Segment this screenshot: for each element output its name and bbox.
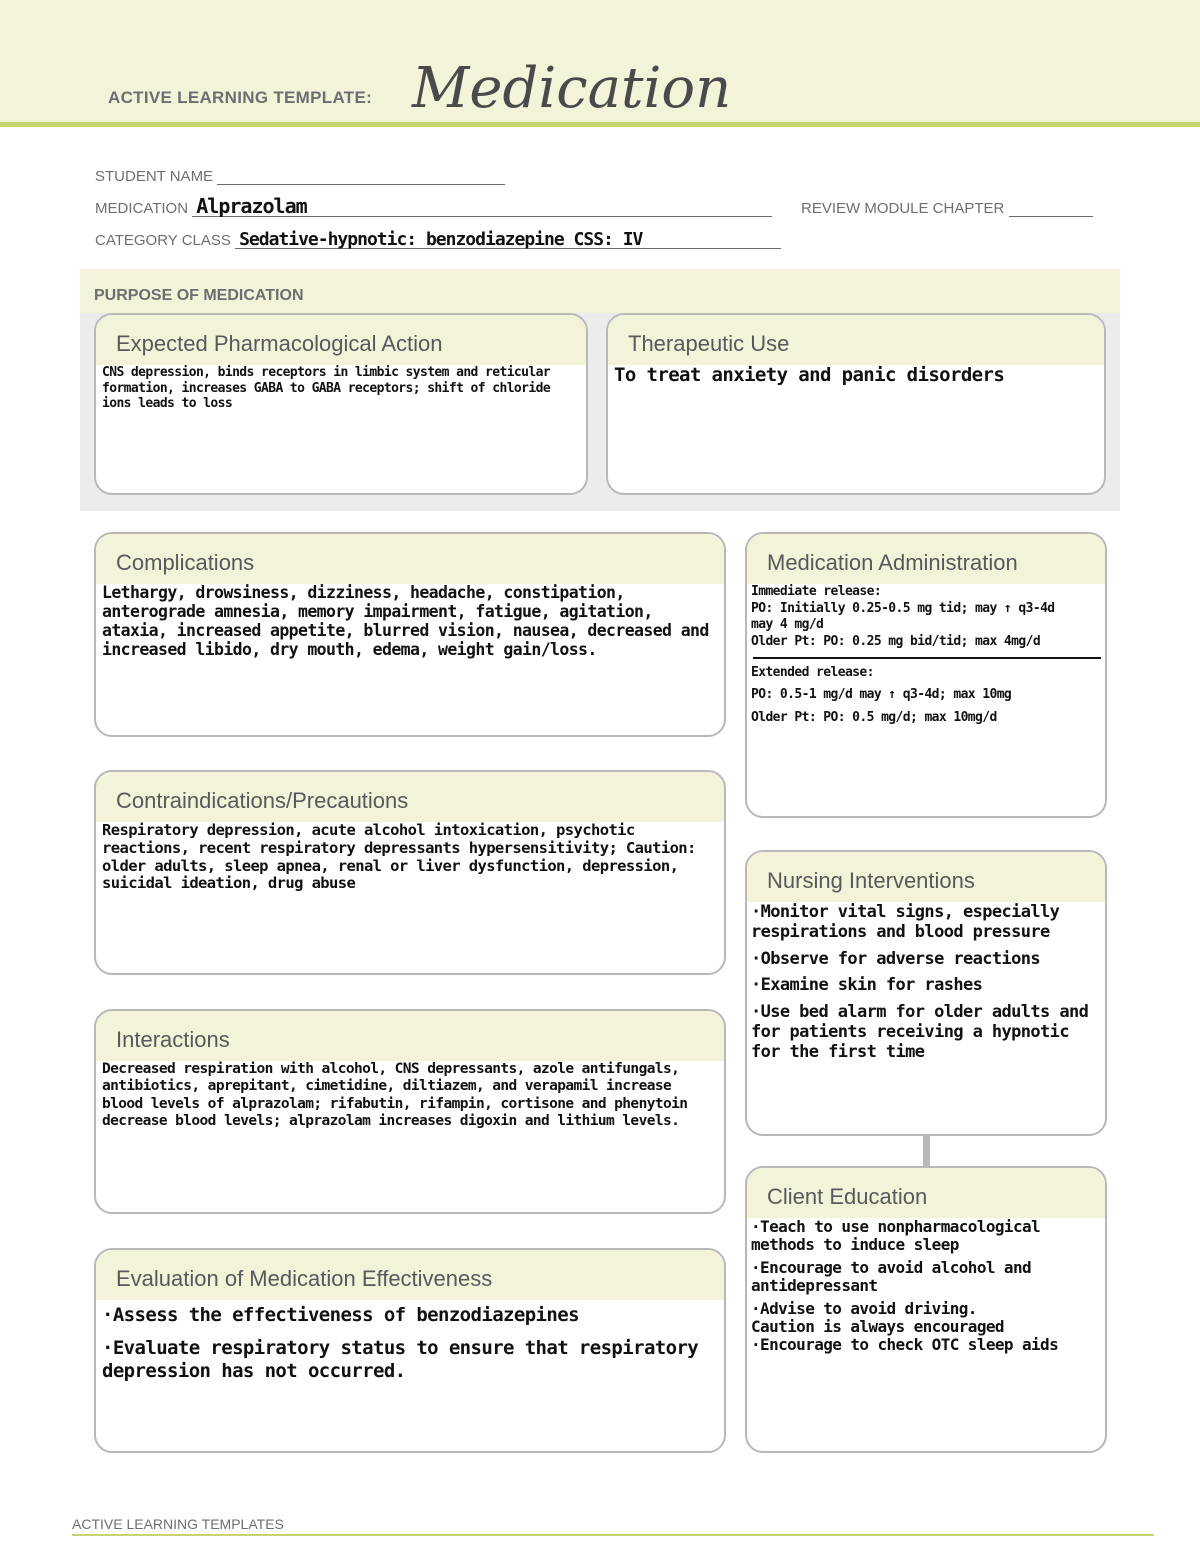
complications-text[interactable]: Lethargy, drowsiness, dizziness, headache, constipation, anterograde amnesia, memory impairment, fatigue, agitation, ataxia, increased appetite, blurred vision, nausea, decreased and increased libido, dry mouth, edema, weight gain/loss.	[102, 583, 709, 659]
evaluation-title: Evaluation of Medication Effectiveness	[96, 1250, 724, 1300]
client-education-list[interactable]	[747, 1218, 1105, 1355]
expected-action-title: Expected Pharmacological Action	[96, 315, 586, 365]
list-item: ·Encourage to avoid alcohol and antidepressant	[751, 1257, 1032, 1296]
student-name-label: STUDENT NAME	[95, 168, 214, 185]
list-item: ·Encourage to check OTC sleep aids	[751, 1335, 1059, 1355]
interactions-text[interactable]: Decreased respiration with alcohol, CNS depressants, azole antifungals, antibiotics, aprepitant, cimetidine, diltiazem, and verapamil increase blood levels of alprazolam; rifabutin, rifampin, cortisone and phenytoin decrease blood levels; alprazolam increases digoxin and lithium levels.	[102, 1061, 688, 1130]
expected-action-text[interactable]: CNS depression, binds receptors in limbic system and reticular formation, increases GABA to GABA receptors; shift of chloride ions leads to loss	[102, 365, 551, 412]
review-module-field[interactable]	[1009, 198, 1093, 217]
nursing-interventions-box	[745, 850, 1107, 1136]
extended-release-line: PO: 0.5-1 mg/d may ↑ q3-4d; max 10mg	[751, 687, 1012, 703]
contraindications-title: Contraindications/Precautions	[96, 772, 724, 822]
evaluation-box	[94, 1248, 726, 1453]
complications-box	[94, 532, 726, 737]
medication-administration-content[interactable]	[747, 584, 1105, 726]
list-item: ·Monitor vital signs, especially respirations and blood pressure	[751, 902, 1060, 943]
complications-title: Complications	[96, 534, 724, 584]
medication-row	[95, 194, 772, 218]
header-rule	[0, 122, 1200, 127]
footer-rule	[72, 1534, 1154, 1536]
immediate-release-heading: Immediate release:	[751, 584, 882, 599]
client-education-box	[745, 1166, 1107, 1453]
template-label: ACTIVE LEARNING TEMPLATE:	[108, 88, 373, 107]
student-name-row	[95, 166, 505, 185]
list-item: ·Advise to avoid driving.	[751, 1298, 977, 1318]
medication-label: MEDICATION	[95, 200, 189, 217]
medication-value: Alprazolam	[196, 194, 307, 218]
therapeutic-use-box	[606, 313, 1106, 495]
extended-release-heading: Extended release:	[751, 664, 874, 680]
medication-administration-box	[745, 532, 1107, 818]
purpose-label: PURPOSE OF MEDICATION	[94, 287, 304, 304]
list-item: ·Teach to use nonpharmacological methods to induce sleep	[751, 1217, 1041, 1255]
evaluation-list[interactable]	[96, 1300, 702, 1382]
immediate-release-line: Older Pt: PO: 0.25 mg bid/tid; max 4mg/d	[751, 633, 1041, 649]
student-name-field[interactable]	[217, 166, 505, 185]
review-module-row	[801, 198, 1093, 217]
list-item: ·Use bed alarm for older adults and for patients receiving a hypnotic for the first time	[751, 1001, 1089, 1063]
list-item: Caution is always encouraged	[751, 1316, 1004, 1336]
interactions-box	[94, 1009, 726, 1214]
list-item: ·Evaluate respiratory status to ensure that respiratory depression has not occurred.	[102, 1336, 699, 1382]
administration-divider	[753, 657, 1101, 659]
box-connector	[923, 1135, 930, 1167]
page-title: Medication	[412, 56, 732, 121]
medication-administration-title: Medication Administration	[747, 534, 1105, 584]
immediate-release-line: PO: Initially 0.25-0.5 mg tid; may ↑ q3-4d	[751, 600, 1055, 616]
footer-text: ACTIVE LEARNING TEMPLATES	[72, 1516, 284, 1532]
list-item: ·Examine skin for rashes	[751, 975, 983, 996]
category-class-label: CATEGORY CLASS	[95, 232, 231, 249]
review-module-label: REVIEW MODULE CHAPTER	[801, 200, 1005, 217]
medication-field[interactable]	[192, 194, 772, 218]
client-education-title: Client Education	[747, 1168, 1105, 1218]
nursing-interventions-title: Nursing Interventions	[747, 852, 1105, 902]
immediate-release-line: may 4 mg/d	[751, 617, 824, 633]
category-class-field[interactable]	[235, 230, 781, 249]
therapeutic-use-title: Therapeutic Use	[608, 315, 1104, 365]
list-item: ·Assess the effectiveness of benzodiazepines	[102, 1304, 579, 1326]
interactions-title: Interactions	[96, 1011, 724, 1061]
nursing-interventions-list[interactable]	[747, 902, 1105, 1063]
category-class-row	[95, 230, 781, 249]
therapeutic-use-text[interactable]: To treat anxiety and panic disorders	[614, 364, 1005, 386]
category-class-value: Sedative-hypnotic: benzodiazepine CSS: IV	[239, 229, 643, 250]
contraindications-box	[94, 770, 726, 975]
contraindications-text[interactable]: Respiratory depression, acute alcohol intoxication, psychotic reactions, recent respiratory depressants hypersensitivity; Caution: older adults, sleep apnea, renal or liver dysfunction, depression, suicidal ideation, drug abuse	[102, 821, 696, 893]
list-item: ·Observe for adverse reactions	[751, 948, 1041, 969]
extended-release-line: Older Pt: PO: 0.5 mg/d; max 10mg/d	[751, 709, 997, 725]
expected-action-box	[94, 313, 588, 495]
